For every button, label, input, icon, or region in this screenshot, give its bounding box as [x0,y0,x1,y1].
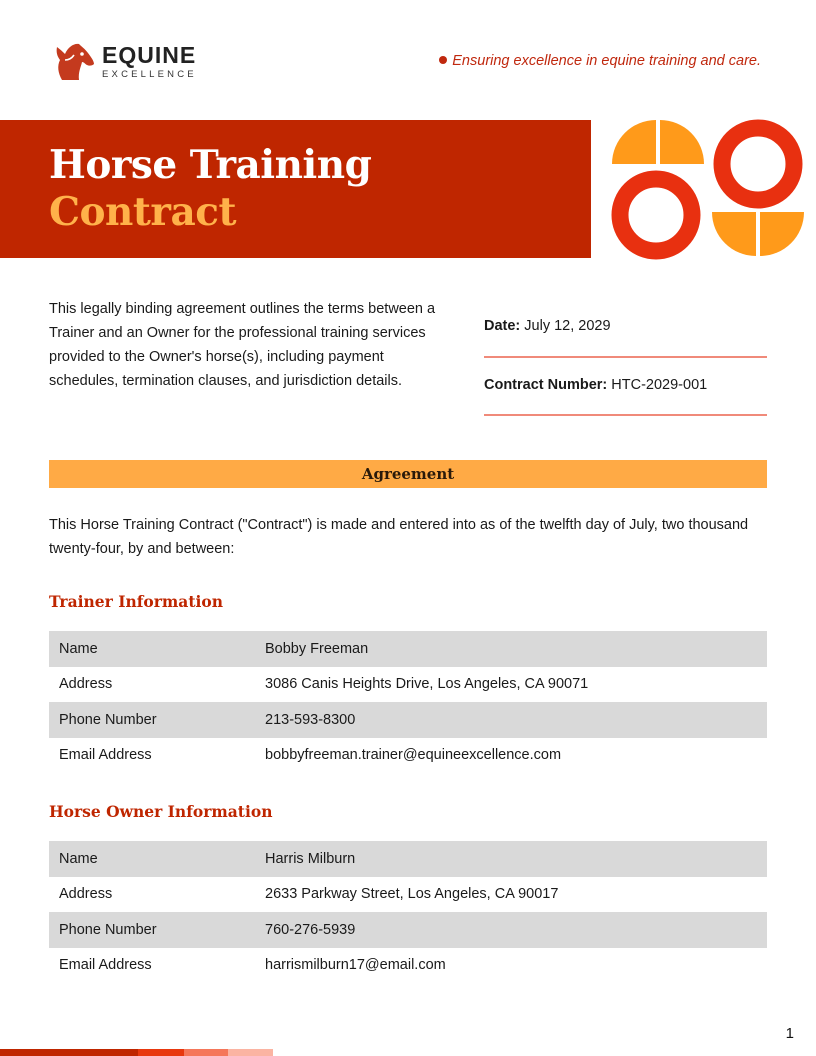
table-row [49,948,767,984]
row-value: 760-276-5939 [255,912,767,948]
ring-shape-top [722,128,794,200]
contract-number-value: HTC-2029-001 [611,377,708,393]
title-line-1: Horse Training [49,142,372,188]
row-label: Phone Number [49,702,255,738]
table-row [49,877,767,913]
horse-head-icon [48,40,96,84]
row-label: Name [49,841,255,877]
contract-number-row [484,375,767,395]
trainer-table [49,631,767,773]
row-value: bobbyfreeman.trainer@equineexcellence.com [265,747,562,764]
owner-table [49,841,767,983]
leaf-shape-top-left [612,120,656,164]
row-label: Phone Number [49,912,255,948]
table-row [49,912,767,948]
leaf-shape-bottom-left [712,212,756,256]
row-label: Email Address [59,957,152,974]
page-number: 1 [785,1025,794,1042]
row-label: Address [59,676,113,693]
date-label: Date: [484,318,521,334]
table-row [49,702,767,738]
agreement-paragraph: This Horse Training Contract ("Contract") is made and entered into as of the twelfth day of July, two thousand twenty-four, by and between: [49,517,749,557]
table-row [49,631,767,667]
row-label: Address [59,886,113,903]
ring-shape-bottom [620,179,692,251]
row-label: Email Address [59,747,152,764]
bullet-dot-icon [439,56,447,64]
date-value: July 12, 2029 [524,318,611,334]
row-value: Harris Milburn [255,841,767,877]
page-title [49,142,371,236]
agreement-heading: Agreement [49,460,767,488]
row-value: Bobby Freeman [255,631,767,667]
logo-subtitle: EXCELLENCE [102,69,197,80]
logo [48,40,197,84]
title-banner [0,120,591,258]
trainer-heading: Trainer Information [49,592,223,611]
divider [484,414,767,416]
table-row [49,738,767,774]
leaf-shape-top-right [660,120,704,164]
tagline-text: Ensuring excellence in equine training and care. [452,53,761,69]
table-row [49,667,767,703]
date-row [484,316,767,336]
logo-wordmark: EQUINE [102,42,197,68]
footer-stripe [184,1049,228,1056]
row-label: Name [49,631,255,667]
contract-number-label: Contract Number: [484,377,608,393]
title-line-2: Contract [49,189,237,235]
decorative-shapes [608,118,808,260]
row-value: 213-593-8300 [255,702,767,738]
table-row [49,841,767,877]
tagline [439,53,761,69]
row-value: 3086 Canis Heights Drive, Los Angeles, CA 90071 [265,676,589,693]
row-value: harrismilburn17@email.com [265,957,446,974]
footer-stripe [138,1049,184,1056]
divider [484,356,767,358]
owner-heading: Horse Owner Information [49,802,273,821]
intro-paragraph: This legally binding agreement outlines the terms between a Trainer and an Owner for the professional training services provided to the Owner's horse(s), including payment schedules, termination clauses, and jurisdiction details. [49,301,436,389]
row-value: 2633 Parkway Street, Los Angeles, CA 90017 [265,886,559,903]
footer-stripe [228,1049,273,1056]
footer-stripe [0,1049,138,1056]
leaf-shape-bottom-right [760,212,804,256]
